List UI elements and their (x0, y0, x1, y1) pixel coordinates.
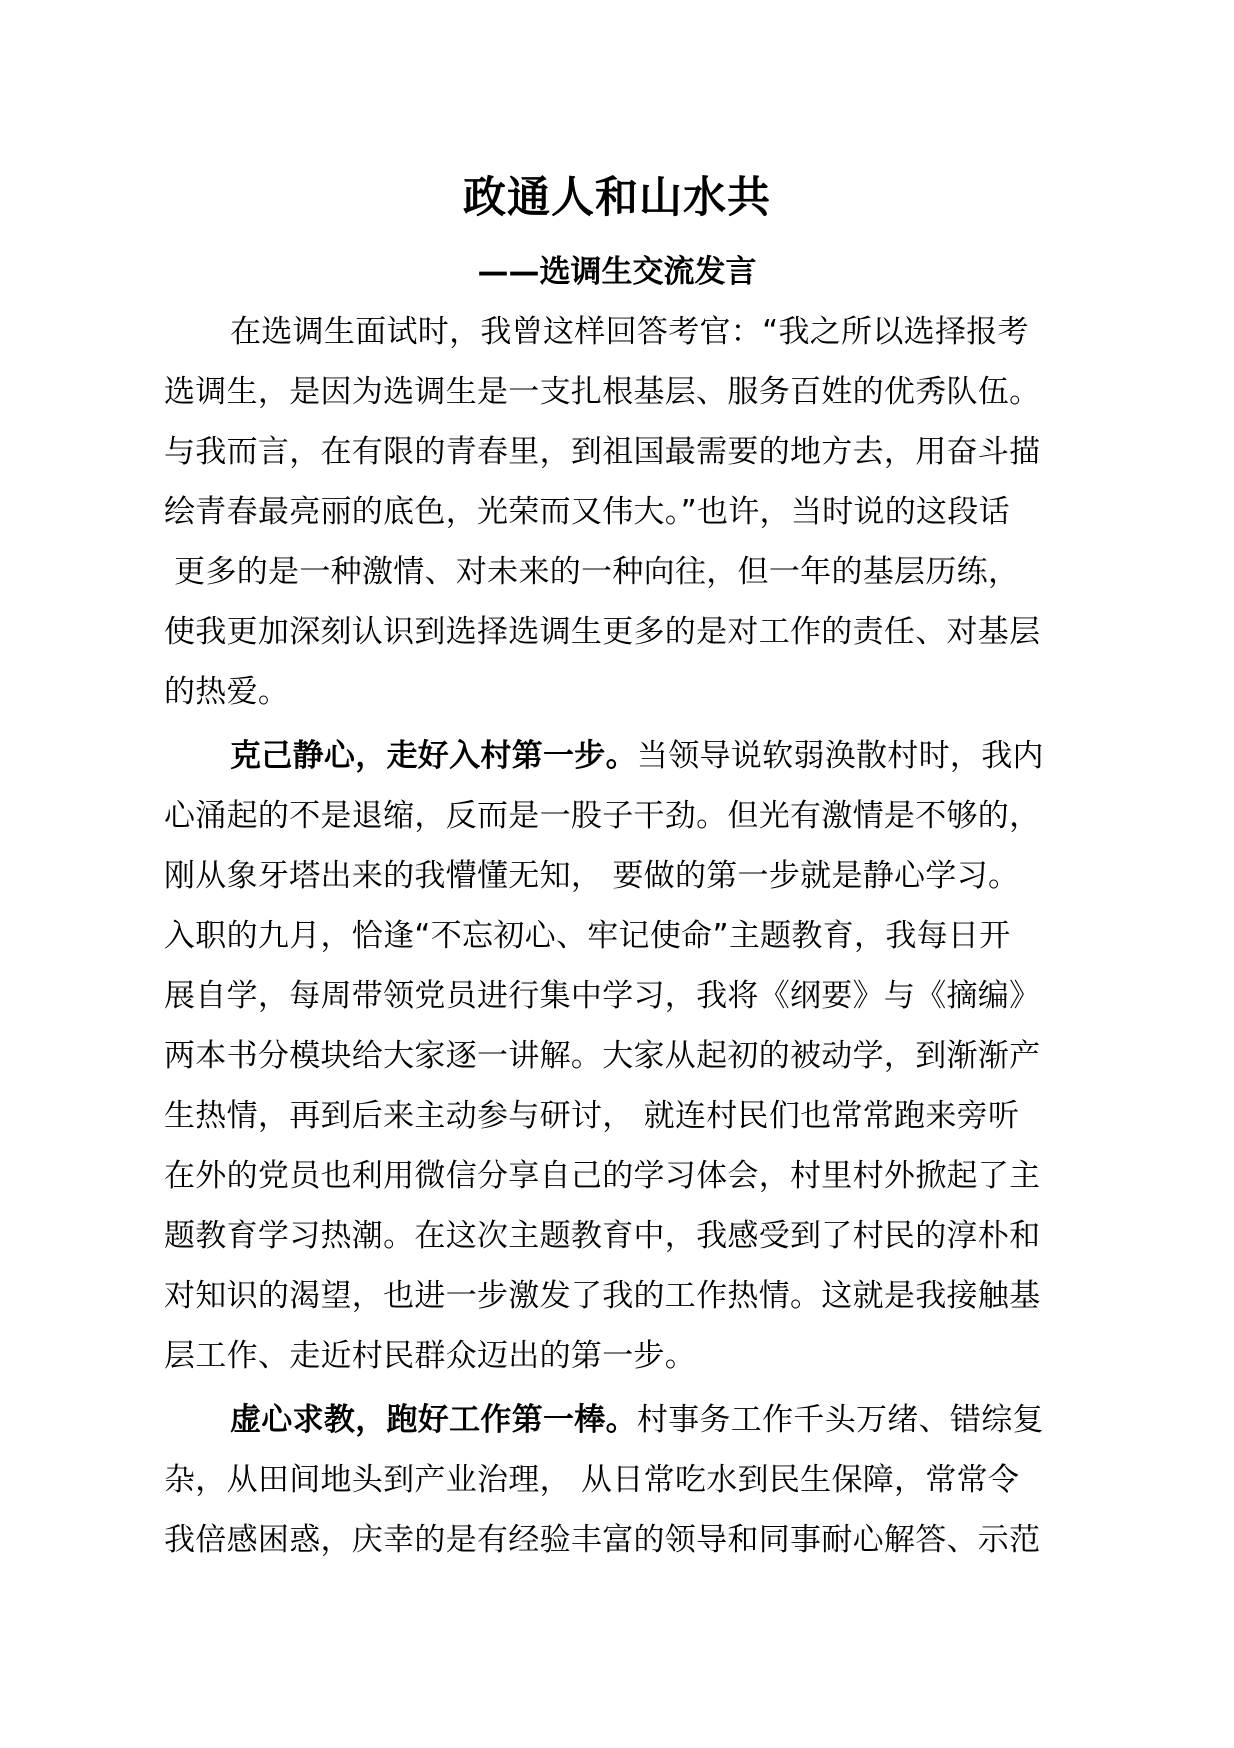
section-lead-heading: 克己静心，走好入村第一步。 (230, 738, 637, 774)
text-line: 展自学，每周带领党员进行集中学习，我将《纲要》与《摘编》 (164, 978, 1041, 1014)
text-line: 对知识的渴望，也进一步激发了我的工作热情。这就是我接触基 (164, 1278, 1041, 1314)
document-body (164, 302, 1114, 1574)
text-line: 的热爱。 (164, 674, 290, 710)
section-lead-heading: 虚心求教，跑好工作第一棒。 (230, 1402, 637, 1438)
text-line: 心涌起的不是退缩，反而是一股子干劲。但光有激情是不够的， (164, 798, 1041, 834)
text-line: 在选调生面试时，我曾这样回答考官：“我之所以选择报考 (230, 314, 1029, 350)
text-line: 生热情，再到后来主动参与研讨， 就连村民们也常常跑来旁听 (164, 1098, 1020, 1134)
text-line: 选调生，是因为选调生是一支扎根基层、服务百姓的优秀队伍。 (164, 374, 1041, 410)
text-line: 层工作、走近村民群众迈出的第一步。 (164, 1338, 697, 1374)
paragraph-first-baton (164, 1390, 1114, 1570)
text-run: 当领导说软弱涣散村时，我内 (636, 738, 1044, 774)
text-line: 更多的是一种激情、对未来的一种向往，但一年的基层历练， (164, 554, 1020, 590)
paragraph-intro (164, 302, 1114, 722)
text-line: 杂，从田间地头到产业治理， 从日常吃水到民生保障，常常令 (164, 1462, 1020, 1498)
document-subtitle: ——选调生交流发言 (477, 254, 757, 290)
document-title: 政通人和山水共 (463, 173, 771, 223)
text-line: 与我而言，在有限的青春里，到祖国最需要的地方去，用奋斗描 (164, 434, 1041, 470)
text-line (164, 1390, 1114, 1450)
text-line: 两本书分模块给大家逐一讲解。大家从起初的被动学，到渐渐产 (164, 1038, 1041, 1074)
text-line: 使我更加深刻认识到选择选调生更多的是对工作的责任、对基层 (164, 614, 1041, 650)
text-line: 在外的党员也利用微信分享自己的学习体会，村里村外掀起了主 (164, 1158, 1041, 1194)
text-line (164, 726, 1114, 786)
text-line: 我倍感困惑，庆幸的是有经验丰富的领导和同事耐心解答、示范 (164, 1522, 1041, 1558)
text-line: 入职的九月，恰逢“不忘初心、牢记使命”主题教育，我每日开 (164, 918, 1011, 954)
text-line: 绘青春最亮丽的底色，光荣而又伟大。”也许，当时说的这段话 (164, 494, 1010, 530)
text-line: 刚从象牙塔出来的我懵懂无知， 要做的第一步就是静心学习。 (164, 858, 1020, 894)
text-run: 村事务工作千头万绪、错综复 (636, 1402, 1044, 1438)
text-line: 题教育学习热潮。在这次主题教育中，我感受到了村民的淳朴和 (164, 1218, 1041, 1254)
paragraph-first-step (164, 726, 1114, 1386)
